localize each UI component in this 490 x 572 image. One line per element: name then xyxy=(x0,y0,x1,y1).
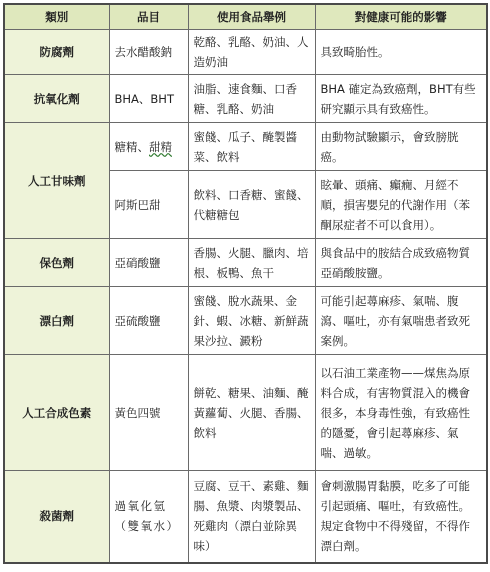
spellcheck-underlined-text: 甜精 xyxy=(149,139,172,154)
foods-cell: 豆腐、豆干、素雞、麵腸、魚漿、肉漿製品、死雞肉（漂白並除異味） xyxy=(188,471,315,563)
effect-cell: 可能引起蕁麻疹、氣喘、腹瀉、嘔吐，亦有氣喘患者致死案例。 xyxy=(315,287,487,355)
foods-cell: 飲料、口香糖、蜜餞、代糖糖包 xyxy=(188,171,315,239)
item-cell: 去水醋酸鈉 xyxy=(109,30,188,75)
foods-cell: 乾酪、乳酪、奶油、人造奶油 xyxy=(188,30,315,75)
effect-cell: 具致畸胎性。 xyxy=(315,30,487,75)
category-cell: 人工甘味劑 xyxy=(4,123,109,239)
category-cell: 防腐劑 xyxy=(4,30,109,75)
table-row xyxy=(4,75,487,123)
effect-cell: BHA 確定為致癌劑，BHT有些研究顯示具有致癌性。 xyxy=(315,75,487,123)
table-row xyxy=(4,471,487,563)
header-item: 品目 xyxy=(109,4,188,30)
effect-cell: 由動物試驗顯示，會致膀胱癌。 xyxy=(315,123,487,171)
item-cell: 阿斯巴甜 xyxy=(109,171,188,239)
table-row xyxy=(4,123,487,171)
category-cell: 殺菌劑 xyxy=(4,471,109,563)
effect-cell: 會刺激腸胃黏膜，吃多了可能引起頭痛、嘔吐，有致癌性。規定食物中不得殘留，不得作漂白劑。 xyxy=(315,471,487,563)
food-additives-table xyxy=(3,3,488,564)
effect-cell: 眩暈、頭痛、癲癇、月經不順，損害嬰兒的代謝作用（苯酮尿症者不可以食用）。 xyxy=(315,171,487,239)
foods-cell: 油脂、速食麵、口香糖、乳酪、奶油 xyxy=(188,75,315,123)
effect-cell: 以石油工業產物——煤焦為原料合成，有害物質混入的機會很多，本身毒性強，有致癌性的隱憂，會引起蕁麻疹、氣喘、過敏。 xyxy=(315,355,487,471)
header-effect: 對健康可能的影響 xyxy=(315,4,487,30)
item-cell: 過氧化氫（雙氧水） xyxy=(109,471,188,563)
item-text: 糖精、 xyxy=(114,139,149,154)
foods-cell: 香腸、火腿、臘肉、培根、板鴨、魚干 xyxy=(188,239,315,287)
category-cell: 保色劑 xyxy=(4,239,109,287)
item-cell: 亞硫酸鹽 xyxy=(109,287,188,355)
table-row xyxy=(4,287,487,355)
item-cell: 黃色四號 xyxy=(109,355,188,471)
item-cell: BHA、BHT xyxy=(109,75,188,123)
header-category: 類別 xyxy=(4,4,109,30)
item-cell: 亞硝酸鹽 xyxy=(109,239,188,287)
foods-cell: 蜜餞、脫水蔬果、金針、蝦、冰糖、新鮮蔬果沙拉、澱粉 xyxy=(188,287,315,355)
table-row xyxy=(4,355,487,471)
category-cell: 人工合成色素 xyxy=(4,355,109,471)
table-row xyxy=(4,30,487,75)
category-cell: 抗氧化劑 xyxy=(4,75,109,123)
item-cell xyxy=(109,123,188,171)
foods-cell: 蜜餞、瓜子、醃製醬菜、飲料 xyxy=(188,123,315,171)
category-cell: 漂白劑 xyxy=(4,287,109,355)
header-row xyxy=(4,4,487,30)
foods-cell: 餅乾、糖果、油麵、醃黃蘿蔔、火腿、香腸、飲料 xyxy=(188,355,315,471)
effect-cell: 與食品中的胺結合成致癌物質亞硝酸胺鹽。 xyxy=(315,239,487,287)
header-foods: 使用食品舉例 xyxy=(188,4,315,30)
table-row xyxy=(4,239,487,287)
